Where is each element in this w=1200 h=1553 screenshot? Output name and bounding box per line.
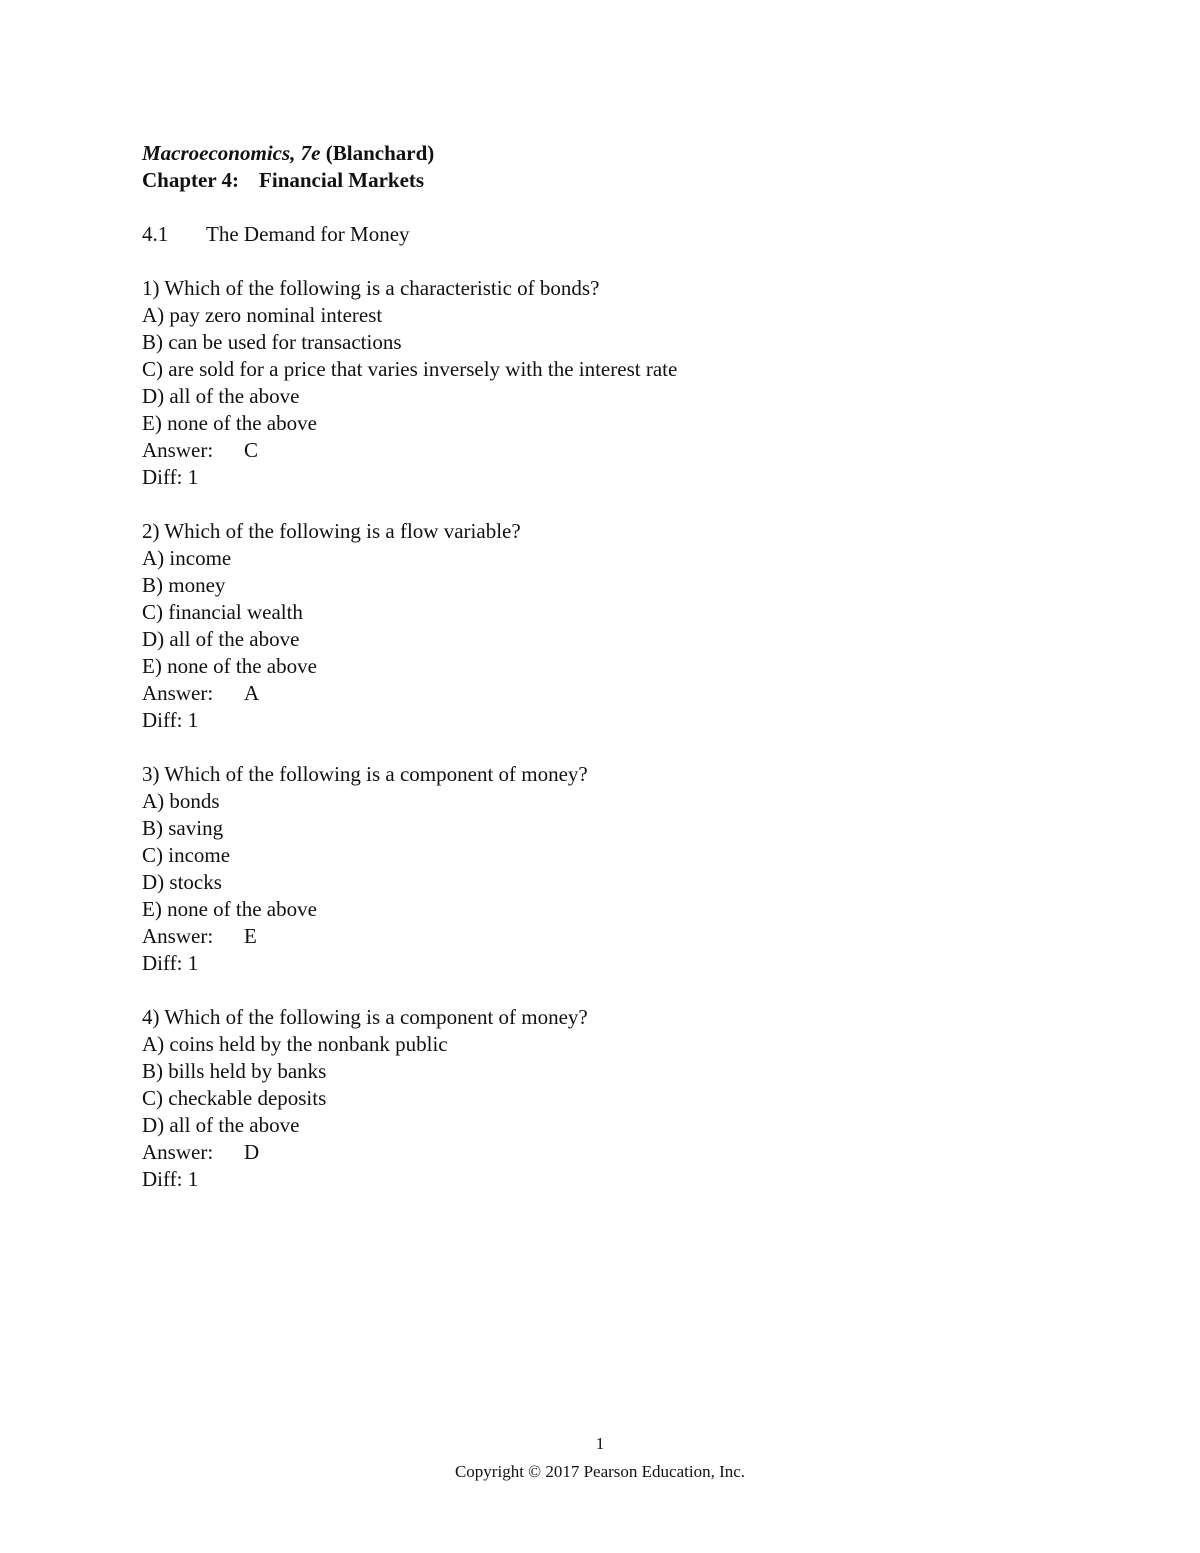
answer-option: B) can be used for transactions <box>142 330 402 354</box>
chapter-label: Chapter 4: <box>142 168 240 192</box>
question-block <box>142 518 1042 734</box>
answer-label: Answer: <box>142 924 214 948</box>
chapter-title: Financial Markets <box>259 168 425 192</box>
copyright-notice: Copyright © 2017 Pearson Education, Inc. <box>454 1462 746 1481</box>
section-number: 4.1 <box>142 222 169 246</box>
page-content <box>142 140 1042 1193</box>
page-number: 1 <box>595 1434 605 1453</box>
answer-label: Answer: <box>142 438 214 462</box>
section-title: The Demand for Money <box>206 222 410 246</box>
difficulty-line: Diff: 1 <box>142 951 199 975</box>
question-stem: 3) Which of the following is a component of money? <box>142 762 588 786</box>
answer-option: B) money <box>142 573 226 597</box>
difficulty-line: Diff: 1 <box>142 1167 199 1191</box>
answer-option: C) checkable deposits <box>142 1086 327 1110</box>
answer-label: Answer: <box>142 681 214 705</box>
difficulty-line: Diff: 1 <box>142 708 199 732</box>
book-title: Macroeconomics, 7e <box>142 141 321 165</box>
answer-value: C <box>244 438 259 462</box>
answer-option: C) financial wealth <box>142 600 303 624</box>
answer-option: A) income <box>142 546 232 570</box>
answer-line <box>142 437 1042 464</box>
question-stem: 4) Which of the following is a component of money? <box>142 1005 588 1029</box>
answer-value: E <box>244 924 257 948</box>
answer-line <box>142 923 1042 950</box>
book-title-line <box>142 140 1042 167</box>
answer-option: C) are sold for a price that varies inversely with the interest rate <box>142 357 678 381</box>
answer-option: E) none of the above <box>142 654 317 678</box>
question-block <box>142 275 1042 491</box>
answer-label: Answer: <box>142 1140 214 1164</box>
question-block <box>142 1004 1042 1193</box>
answer-option: A) pay zero nominal interest <box>142 303 383 327</box>
answer-option: E) none of the above <box>142 897 317 921</box>
answer-option: B) bills held by banks <box>142 1059 327 1083</box>
answer-option: D) all of the above <box>142 627 300 651</box>
answer-option: A) coins held by the nonbank public <box>142 1032 448 1056</box>
answer-option: D) all of the above <box>142 1113 300 1137</box>
answer-line <box>142 680 1042 707</box>
answer-line <box>142 1139 1042 1166</box>
chapter-heading <box>142 167 1042 194</box>
answer-option: D) stocks <box>142 870 222 894</box>
question-stem: 1) Which of the following is a characteristic of bonds? <box>142 276 600 300</box>
book-author: (Blanchard) <box>325 141 435 165</box>
answer-option: C) income <box>142 843 231 867</box>
question-block <box>142 761 1042 977</box>
answer-value: D <box>244 1140 260 1164</box>
answer-value: A <box>244 681 260 705</box>
question-stem: 2) Which of the following is a flow variable? <box>142 519 521 543</box>
difficulty-line: Diff: 1 <box>142 465 199 489</box>
answer-option: A) bonds <box>142 789 220 813</box>
answer-option: E) none of the above <box>142 411 317 435</box>
question-list <box>142 275 1042 1193</box>
answer-option: D) all of the above <box>142 384 300 408</box>
answer-option: B) saving <box>142 816 224 840</box>
section-heading <box>142 221 1042 248</box>
